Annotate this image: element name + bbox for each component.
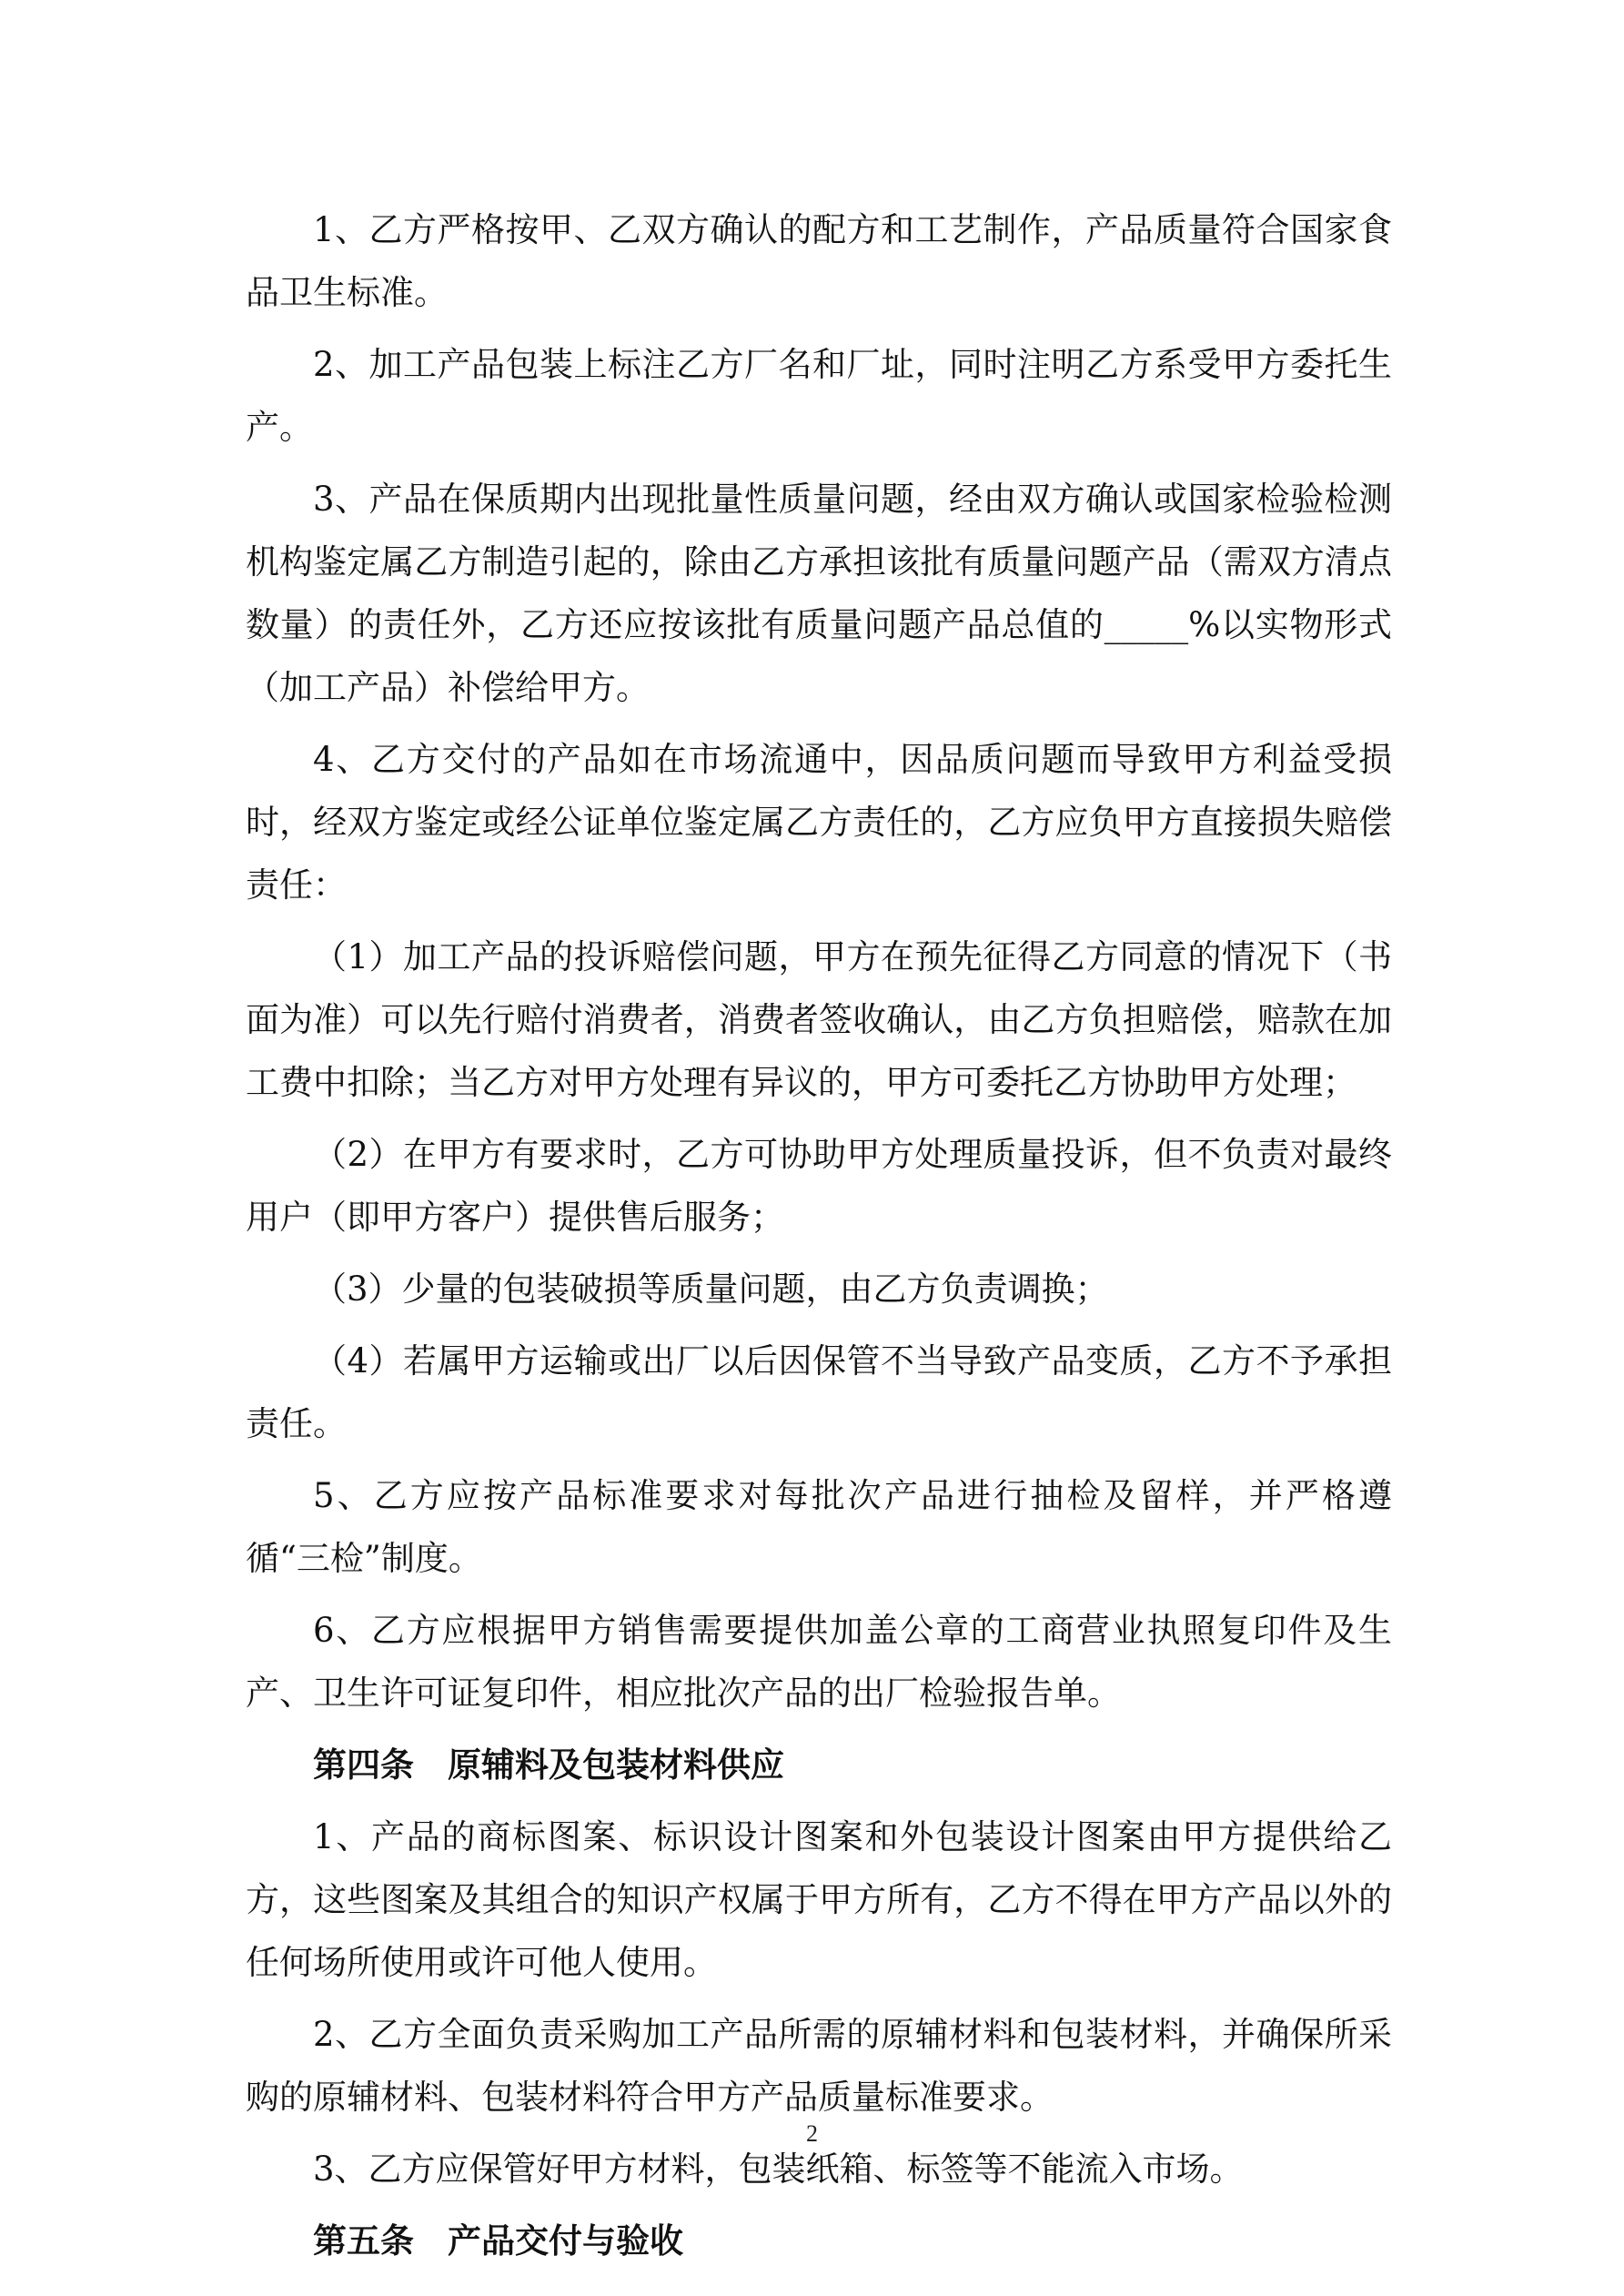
article-4-heading: 第四条 原辅料及包装材料供应 (313, 1745, 784, 1785)
clause-3-item-4-sub-3: （3）少量的包装破损等质量问题，由乙方负责调换； (313, 1269, 1109, 1309)
clause-3-item-3: 3、产品在保质期内出现批量性质量问题，经由双方确认或国家检验检测机构鉴定属乙方制造引起的，除由乙方承担该批有质量问题产品（需双方清点数量）的责任外，乙方还应按该批有质量问题产品总值的_____%以实物形式（加工产品）补偿给甲方。 (246, 480, 1392, 707)
clause-3-item-2: 2、加工产品包装上标注乙方厂名和厂址，同时注明乙方系受甲方委托生产。 (246, 345, 1392, 447)
clause-4-item-1: 1、产品的商标图案、标识设计图案和外包装设计图案由甲方提供给乙方，这些图案及其组合的知识产权属于甲方所有，乙方不得在甲方产品以外的任何场所使用或许可他人使用。 (246, 1817, 1392, 1982)
clause-4-item-3: 3、乙方应保管好甲方材料，包装纸箱、标签等不能流入市场。 (313, 2149, 1244, 2189)
clause-3-item-4: 4、乙方交付的产品如在市场流通中，因品质问题而导致甲方利益受损时，经双方鉴定或经公证单位鉴定属乙方责任的，乙方应负甲方直接损失赔偿责任： (246, 740, 1392, 905)
clause-3-item-5: 5、乙方应按产品标准要求对每批次产品进行抽检及留样，并严格遵循“三检”制度。 (246, 1476, 1392, 1578)
clause-3-item-4-sub-4: （4）若属甲方运输或出厂以后因保管不当导致产品变质，乙方不予承担责任。 (246, 1341, 1392, 1443)
page-number: 2 (806, 2120, 818, 2147)
document-page (246, 198, 1392, 2272)
clause-3-item-4-sub-1: （1）加工产品的投诉赔偿问题，甲方在预先征得乙方同意的情况下（书面为准）可以先行赔付消费者，消费者签收确认，由乙方负担赔偿，赔款在加工费中扣除；当乙方对甲方处理有异议的，甲方可委托乙方协助甲方处理； (246, 937, 1392, 1102)
clause-3-item-1: 1、乙方严格按甲、乙双方确认的配方和工艺制作，产品质量符合国家食品卫生标准。 (246, 210, 1392, 312)
clause-3-item-6: 6、乙方应根据甲方销售需要提供加盖公章的工商营业执照复印件及生产、卫生许可证复印件，相应批次产品的出厂检验报告单。 (246, 1611, 1392, 1713)
clause-3-item-4-sub-2: （2）在甲方有要求时，乙方可协助甲方处理质量投诉，但不负责对最终用户（即甲方客户）提供售后服务； (246, 1135, 1392, 1237)
clause-4-item-2: 2、乙方全面负责采购加工产品所需的原辅材料和包装材料，并确保所采购的原辅材料、包装材料符合甲方产品质量标准要求。 (246, 2015, 1392, 2117)
article-5-heading: 第五条 产品交付与验收 (313, 2220, 683, 2261)
